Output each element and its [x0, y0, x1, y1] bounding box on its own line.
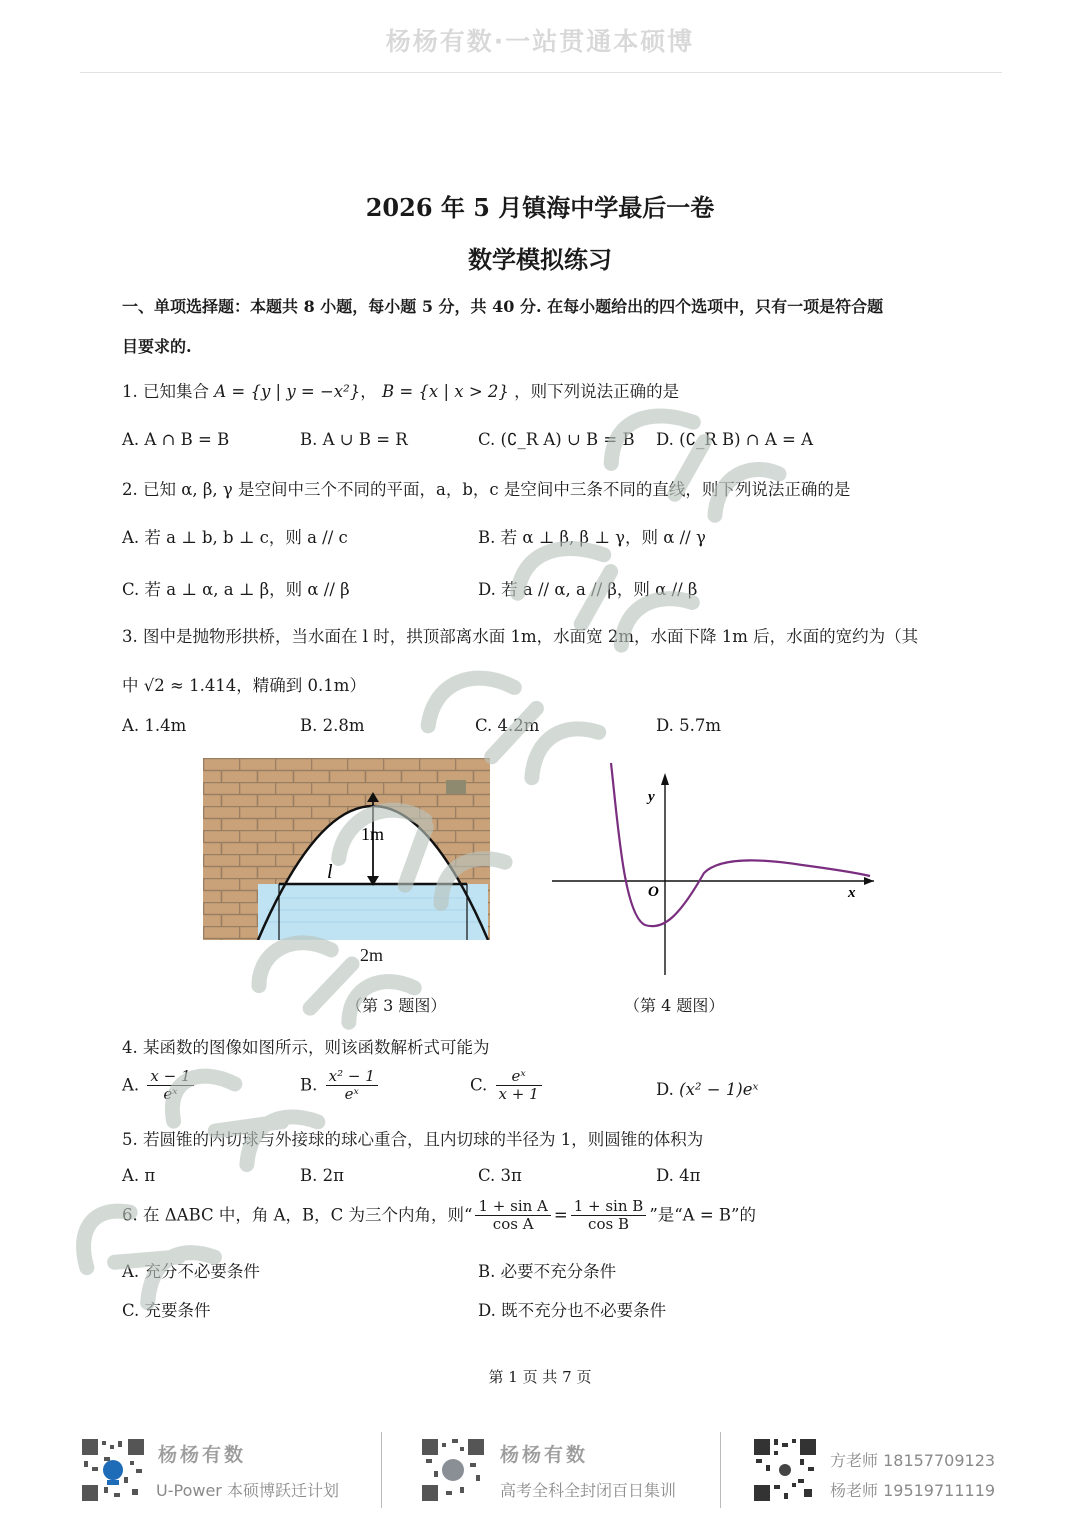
q1-set-a: A = {y | y = −x²}	[214, 382, 361, 401]
q2-option-d: D. 若 a // α, a // β，则 α // β	[478, 580, 698, 599]
wall-patch	[446, 780, 466, 794]
function-curve	[611, 763, 870, 926]
q1-sep: ，	[360, 382, 377, 401]
q6-option-b: B. 必要不充分条件	[478, 1262, 617, 1281]
q6-option-a: A. 充分不必要条件	[122, 1262, 260, 1281]
figure-3-arch-bridge	[203, 758, 490, 940]
q5-option-d: D. 4π	[656, 1166, 701, 1185]
q3-option-d: D. 5.7m	[656, 716, 722, 735]
q1-option-a: A. A ∩ B = B	[122, 430, 230, 449]
label-height: 1m	[361, 824, 385, 844]
section-1-instruction-line1: 一、单项选择题：本题共 8 小题，每小题 5 分，共 40 分. 在每小题给出的四个选项中，只有一项是符合题	[122, 297, 884, 316]
label-water-l: l	[327, 861, 333, 883]
promo-1-brand: 杨杨有数	[158, 1444, 247, 1466]
q2-option-b: B. 若 α ⊥ β, β ⊥ γ，则 α // γ	[478, 528, 706, 547]
footer-divider-1	[381, 1432, 382, 1508]
q1-option-d: D. (∁_R B) ∩ A = A	[656, 430, 814, 449]
question-5-stem: 5. 若圆锥的内切球与外接球的球心重合，且内切球的半径为 1，则圆锥的体积为	[122, 1130, 704, 1149]
q4-option-b: B. $\frac{\text{x² − 1}}{\text{eˣ}}$	[300, 1068, 381, 1104]
question-2-stem: 2. 已知 α, β, γ 是空间中三个不同的平面，a，b，c 是空间中三条不同的直线，则下列说法正确的是	[122, 480, 851, 499]
q6-suffix: ”是“A = B”的	[649, 1205, 756, 1225]
promo-2-text: 高考全科全封闭百日集训	[500, 1481, 677, 1500]
label-width: 2m	[360, 945, 384, 965]
qr-code-bootcamp	[420, 1437, 486, 1503]
q6-rhs-fraction: $\frac{\text{1 + sin B}}{\text{cos B}}$	[571, 1198, 647, 1234]
q6-prefix: 6. 在 ΔABC 中，角 A，B，C 为三个内角，则“	[122, 1205, 473, 1225]
q2-option-c: C. 若 a ⊥ α, a ⊥ β，则 α // β	[122, 580, 350, 599]
question-1-stem	[122, 378, 679, 402]
promo-3-contact-2: 杨老师 19519711119	[830, 1481, 996, 1500]
question-6-stem: 6. 在 ΔABC 中，角 A，B，C 为三个内角，则“ $\frac{\text{1 + sin A}}{\text{cos A}}$ = $\frac{\text{1 + sin B}}{\text{cos B}}$ ”是“A = B”的	[122, 1197, 756, 1234]
page-number: 第 1 页 共 7 页	[488, 1368, 592, 1386]
q3-option-a: A. 1.4m	[122, 716, 187, 735]
promo-3-contact-1: 方老师 18157709123	[830, 1451, 996, 1470]
question-4-stem: 4. 某函数的图像如图所示，则该函数解析式可能为	[122, 1038, 490, 1057]
promo-2-brand: 杨杨有数	[500, 1444, 589, 1466]
q4-option-d: D. (x² − 1)eˣ	[656, 1080, 759, 1099]
question-3-stem-line1: 3. 图中是抛物形拱桥，当水面在 l 时，拱顶部离水面 1m，水面宽 2m，水面下降 1m 后，水面的宽约为（其	[122, 627, 919, 646]
footer-divider-2	[720, 1432, 721, 1508]
q3-option-b: B. 2.8m	[300, 716, 365, 735]
exam-subtitle: 数学模拟练习	[468, 245, 612, 274]
q1-option-c: C. (∁_R A) ∪ B = B	[478, 430, 635, 449]
q5-option-a: A. π	[122, 1166, 156, 1185]
q2-option-a: A. 若 a ⊥ b, b ⊥ c，则 a // c	[122, 528, 348, 547]
question-3-stem-line2: 中 √2 ≈ 1.414，精确到 0.1m）	[122, 676, 366, 695]
qr-code-upower	[80, 1437, 146, 1503]
section-1-instruction-line2: 目要求的.	[122, 337, 192, 356]
q6-option-c: C. 充要条件	[122, 1301, 211, 1320]
q5-option-c: C. 3π	[478, 1166, 522, 1185]
q4-option-c: C. $\frac{\text{eˣ}}{x + 1}$	[470, 1068, 545, 1104]
q1-set-b: B = {x | x > 2}	[381, 382, 509, 401]
axis-x-label: x	[848, 885, 856, 901]
water-body	[258, 884, 488, 940]
exam-title: 2026 年 5 月镇海中学最后一卷	[365, 193, 715, 222]
header-divider	[80, 72, 1002, 73]
q4-option-a: A. $\frac{x - 1}{\text{eˣ}}$	[122, 1068, 197, 1104]
q6-lhs-fraction: $\frac{\text{1 + sin A}}{\text{cos A}}$	[475, 1198, 550, 1234]
figure-4-caption: （第 4 题图）	[624, 996, 725, 1015]
figure-4-function-graph	[552, 755, 882, 980]
q5-option-b: B. 2π	[300, 1166, 344, 1185]
q6-option-d: D. 既不充分也不必要条件	[478, 1301, 667, 1320]
qr-code-wechat	[752, 1437, 818, 1503]
q1-option-b: B. A ∪ B = R	[300, 430, 408, 449]
q1-suffix: ，则下列说法正确的是	[514, 382, 680, 401]
axis-y-label: y	[648, 789, 655, 805]
q3-option-c: C. 4.2m	[475, 716, 540, 735]
q1-prefix: 1. 已知集合	[122, 382, 209, 401]
header-watermark: 杨杨有数·一站贯通本硕博	[385, 27, 695, 56]
figure-3-caption: （第 3 题图）	[346, 996, 447, 1015]
origin-label: O	[648, 884, 659, 900]
promo-1-text: U-Power 本硕博跃迁计划	[156, 1481, 339, 1500]
